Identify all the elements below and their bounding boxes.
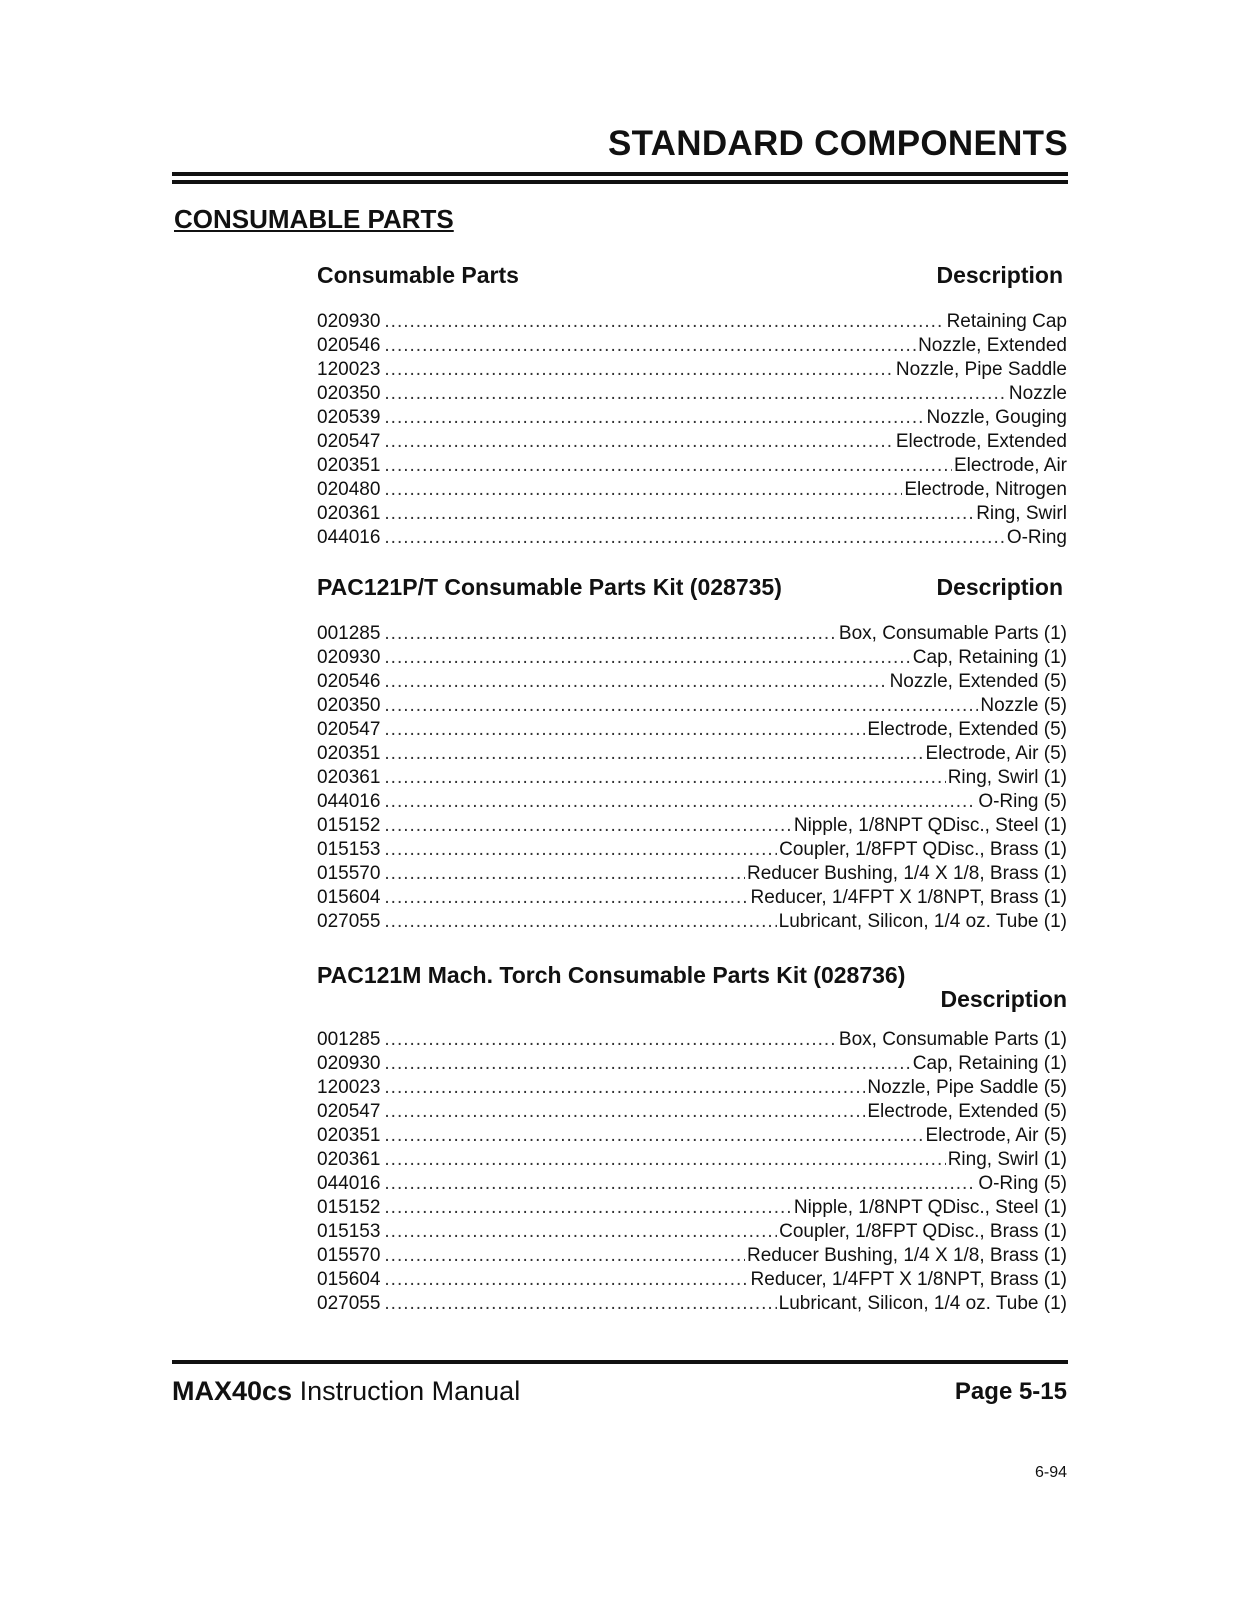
part-row xyxy=(317,358,1067,382)
part-description: Reducer Bushing, 1/4 X 1/8, Brass (1) xyxy=(747,1245,1067,1266)
dot-leader xyxy=(384,1052,910,1076)
group-heading: PAC121P/T Consumable Parts Kit (028735) xyxy=(317,574,782,600)
part-number: 020361 xyxy=(317,503,381,524)
part-row xyxy=(317,1244,1067,1268)
part-row xyxy=(317,814,1067,838)
part-number: 020547 xyxy=(317,431,381,452)
part-description: Reducer, 1/4FPT X 1/8NPT, Brass (1) xyxy=(750,1269,1067,1290)
part-row xyxy=(317,766,1067,790)
part-description: Lubricant, Silicon, 1/4 oz. Tube (1) xyxy=(778,1293,1067,1314)
header-rule xyxy=(172,172,1068,184)
footer-manual-title xyxy=(172,1376,520,1407)
part-row xyxy=(317,1268,1067,1292)
dot-leader xyxy=(384,838,777,862)
part-row xyxy=(317,1292,1067,1316)
part-description: Electrode, Air xyxy=(954,455,1067,476)
part-row xyxy=(317,1172,1067,1196)
manual-model: MAX40cs xyxy=(172,1376,293,1406)
part-row xyxy=(317,910,1067,934)
part-description: Retaining Cap xyxy=(946,311,1067,332)
part-row xyxy=(317,1196,1067,1220)
part-description: O-Ring (5) xyxy=(978,791,1067,812)
part-number: 001285 xyxy=(317,1029,381,1050)
part-description: Nozzle, Gouging xyxy=(926,407,1067,428)
dot-leader xyxy=(384,622,837,646)
dot-leader xyxy=(384,478,902,502)
part-description: O-Ring (5) xyxy=(978,1173,1067,1194)
part-description: Electrode, Extended (5) xyxy=(867,1101,1067,1122)
part-row xyxy=(317,646,1067,670)
part-description: Ring, Swirl (1) xyxy=(947,1149,1067,1170)
part-row xyxy=(317,382,1067,406)
dot-leader xyxy=(384,358,893,382)
part-description: Nozzle xyxy=(1008,383,1067,404)
part-row xyxy=(317,1052,1067,1076)
part-row xyxy=(317,622,1067,646)
consumable-parts-group xyxy=(317,262,1067,550)
footer-rule xyxy=(172,1360,1068,1364)
part-description: Reducer, 1/4FPT X 1/8NPT, Brass (1) xyxy=(750,887,1067,908)
part-number: 020351 xyxy=(317,1125,381,1146)
part-row xyxy=(317,838,1067,862)
pac121m-kit-group xyxy=(317,962,1067,1316)
part-number: 020361 xyxy=(317,767,381,788)
dot-leader xyxy=(384,382,1007,406)
part-description: Electrode, Nitrogen xyxy=(904,479,1067,500)
dot-leader xyxy=(384,910,776,934)
pac121pt-kit-group xyxy=(317,574,1067,934)
dot-leader xyxy=(384,1148,945,1172)
part-row xyxy=(317,406,1067,430)
part-description: Electrode, Air (5) xyxy=(925,1125,1067,1146)
part-number: 020546 xyxy=(317,335,381,356)
part-row xyxy=(317,430,1067,454)
part-number: 027055 xyxy=(317,1293,381,1314)
dot-leader xyxy=(384,742,923,766)
group-heading: Consumable Parts xyxy=(317,262,519,288)
section-title: CONSUMABLE PARTS xyxy=(174,204,454,234)
dot-leader xyxy=(384,454,952,478)
dot-leader xyxy=(384,310,944,334)
dot-leader xyxy=(384,430,893,454)
part-number: 044016 xyxy=(317,1173,381,1194)
part-number: 020547 xyxy=(317,719,381,740)
group-heading-row xyxy=(317,574,1067,608)
dot-leader xyxy=(384,1292,776,1316)
part-row xyxy=(317,1220,1067,1244)
part-row xyxy=(317,1124,1067,1148)
dot-leader xyxy=(384,694,978,718)
part-description: Reducer Bushing, 1/4 X 1/8, Brass (1) xyxy=(747,863,1067,884)
part-row xyxy=(317,502,1067,526)
parts-list xyxy=(317,1028,1067,1316)
dot-leader xyxy=(384,1196,791,1220)
dot-leader xyxy=(384,1028,837,1052)
part-row xyxy=(317,310,1067,334)
part-description: Cap, Retaining (1) xyxy=(912,1053,1067,1074)
description-heading: Description xyxy=(936,574,1063,600)
part-number: 020930 xyxy=(317,1053,381,1074)
part-number: 020539 xyxy=(317,407,381,428)
part-row xyxy=(317,1100,1067,1124)
dot-leader xyxy=(384,766,945,790)
dot-leader xyxy=(384,334,916,358)
part-number: 027055 xyxy=(317,911,381,932)
part-description: Electrode, Extended (5) xyxy=(867,719,1067,740)
group-heading: PAC121M Mach. Torch Consumable Parts Kit (028736) xyxy=(317,962,906,988)
part-row xyxy=(317,790,1067,814)
part-number: 020351 xyxy=(317,743,381,764)
part-number: 020547 xyxy=(317,1101,381,1122)
dot-leader xyxy=(384,406,924,430)
part-number: 044016 xyxy=(317,791,381,812)
page-number: Page 5-15 xyxy=(954,1378,1067,1405)
part-description: Nozzle, Extended xyxy=(918,335,1067,356)
part-row xyxy=(317,1148,1067,1172)
part-description: Nipple, 1/8NPT QDisc., Steel (1) xyxy=(793,815,1067,836)
dot-leader xyxy=(384,718,865,742)
dot-leader xyxy=(384,886,748,910)
part-number: 015153 xyxy=(317,1221,381,1242)
part-number: 020361 xyxy=(317,1149,381,1170)
part-row xyxy=(317,526,1067,550)
dot-leader xyxy=(384,1100,865,1124)
part-row xyxy=(317,742,1067,766)
part-description: Ring, Swirl (1) xyxy=(947,767,1067,788)
part-description: Nozzle, Extended (5) xyxy=(889,671,1067,692)
dot-leader xyxy=(384,1244,745,1268)
part-row xyxy=(317,718,1067,742)
part-description: Coupler, 1/8FPT QDisc., Brass (1) xyxy=(779,1221,1067,1242)
part-description: Nozzle, Pipe Saddle (5) xyxy=(867,1077,1067,1098)
dot-leader xyxy=(384,814,791,838)
part-description: Cap, Retaining (1) xyxy=(912,647,1067,668)
parts-list xyxy=(317,622,1067,934)
part-description: Lubricant, Silicon, 1/4 oz. Tube (1) xyxy=(778,911,1067,932)
part-number: 020546 xyxy=(317,671,381,692)
part-row xyxy=(317,886,1067,910)
dot-leader xyxy=(384,790,976,814)
manual-title: Instruction Manual xyxy=(292,1376,521,1406)
part-number: 020930 xyxy=(317,311,381,332)
dot-leader xyxy=(384,646,910,670)
part-row xyxy=(317,478,1067,502)
part-row xyxy=(317,1076,1067,1100)
description-heading: Description xyxy=(940,986,1067,1012)
parts-list xyxy=(317,310,1067,550)
part-row xyxy=(317,694,1067,718)
part-row xyxy=(317,670,1067,694)
group-heading-row xyxy=(317,962,1067,1020)
part-number: 020480 xyxy=(317,479,381,500)
part-number: 015604 xyxy=(317,887,381,908)
part-number: 015604 xyxy=(317,1269,381,1290)
part-number: 015570 xyxy=(317,863,381,884)
part-description: Electrode, Air (5) xyxy=(925,743,1067,764)
part-number: 120023 xyxy=(317,1077,381,1098)
part-number: 020351 xyxy=(317,455,381,476)
dot-leader xyxy=(384,1076,865,1100)
part-row xyxy=(317,862,1067,886)
part-description: Box, Consumable Parts (1) xyxy=(838,1029,1067,1050)
part-description: Nozzle, Pipe Saddle xyxy=(895,359,1067,380)
part-row xyxy=(317,1028,1067,1052)
part-number: 015152 xyxy=(317,1197,381,1218)
part-number: 020350 xyxy=(317,695,381,716)
part-description: Nipple, 1/8NPT QDisc., Steel (1) xyxy=(793,1197,1067,1218)
dot-leader xyxy=(384,526,1004,550)
part-row xyxy=(317,334,1067,358)
date-code: 6-94 xyxy=(1034,1464,1067,1481)
part-number: 015570 xyxy=(317,1245,381,1266)
description-heading: Description xyxy=(936,262,1063,288)
dot-leader xyxy=(384,1220,777,1244)
part-number: 015152 xyxy=(317,815,381,836)
part-number: 001285 xyxy=(317,623,381,644)
part-description: O-Ring xyxy=(1006,527,1067,548)
part-number: 044016 xyxy=(317,527,381,548)
dot-leader xyxy=(384,862,745,886)
part-description: Coupler, 1/8FPT QDisc., Brass (1) xyxy=(779,839,1067,860)
part-number: 015153 xyxy=(317,839,381,860)
part-number: 120023 xyxy=(317,359,381,380)
part-description: Box, Consumable Parts (1) xyxy=(838,623,1067,644)
dot-leader xyxy=(384,502,974,526)
part-row xyxy=(317,454,1067,478)
dot-leader xyxy=(384,670,887,694)
part-number: 020930 xyxy=(317,647,381,668)
page-header-title: STANDARD COMPONENTS xyxy=(607,124,1068,163)
part-description: Nozzle (5) xyxy=(980,695,1067,716)
dot-leader xyxy=(384,1172,976,1196)
part-number: 020350 xyxy=(317,383,381,404)
part-description: Ring, Swirl xyxy=(976,503,1067,524)
group-heading-row xyxy=(317,262,1067,296)
part-description: Electrode, Extended xyxy=(895,431,1067,452)
dot-leader xyxy=(384,1124,923,1148)
dot-leader xyxy=(384,1268,748,1292)
